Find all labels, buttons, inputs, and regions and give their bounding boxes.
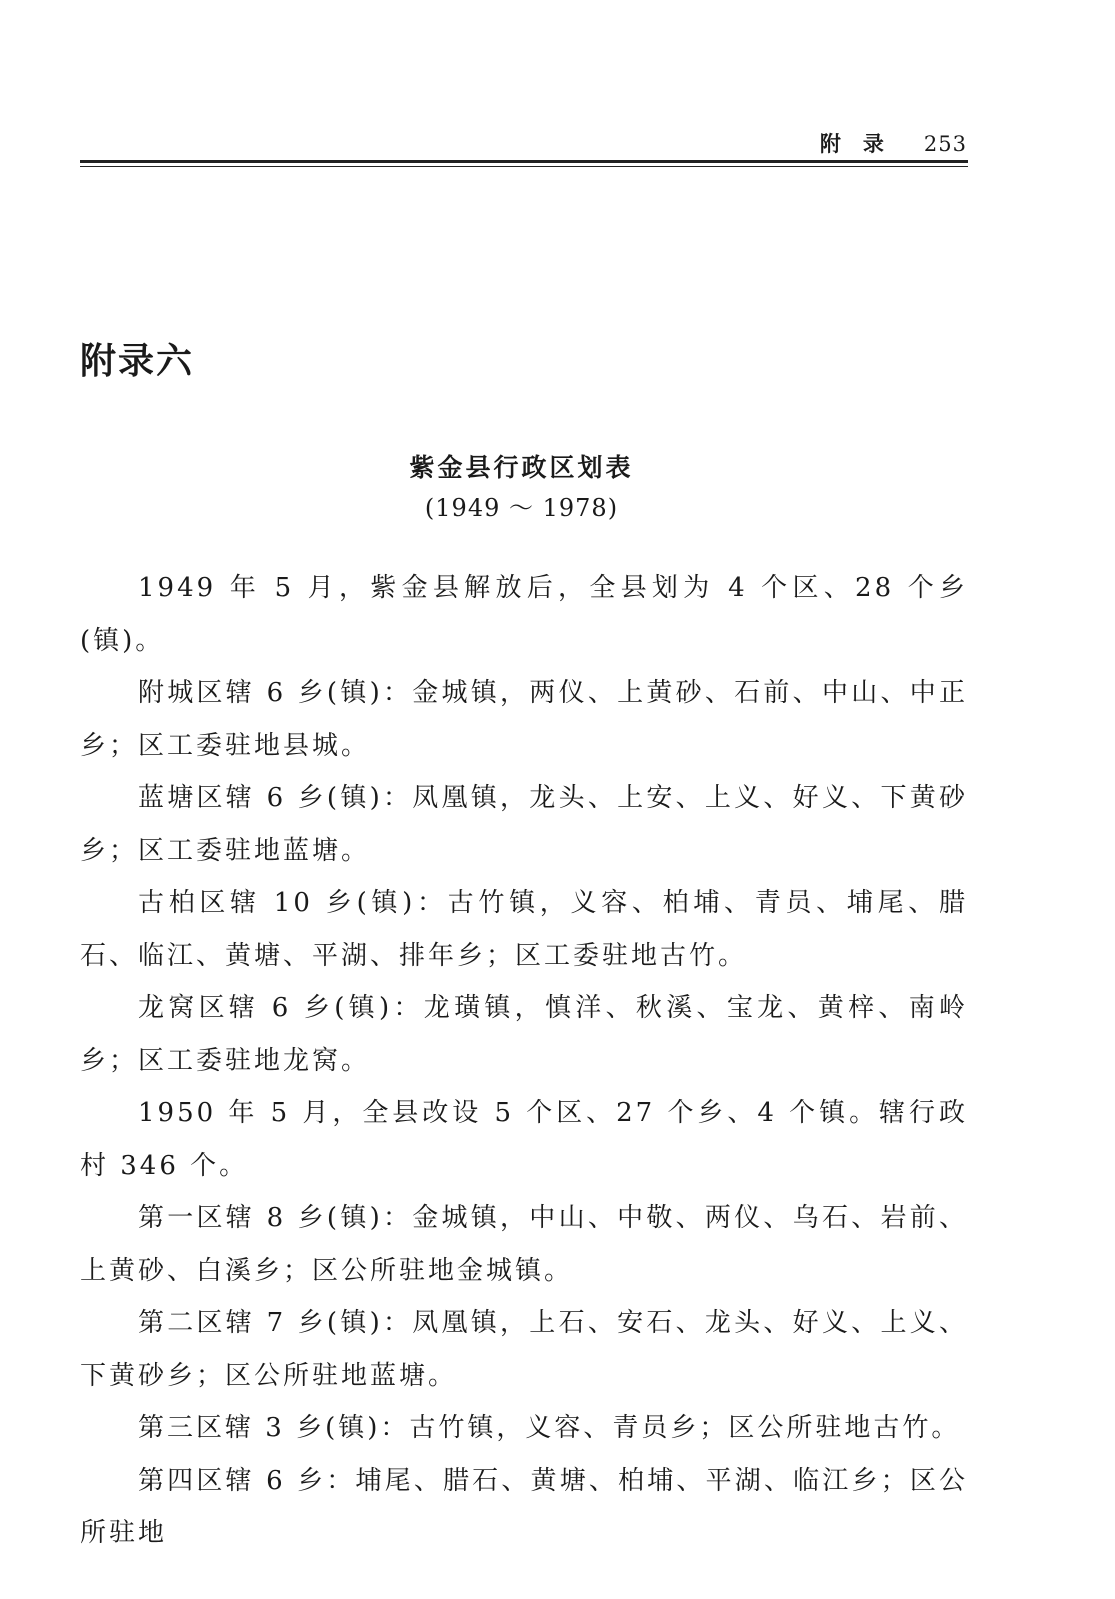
paragraph: 龙窝区辖 6 乡(镇)：龙璜镇，慎洋、秋溪、宝龙、黄梓、南岭乡；区工委驻地龙窝。 (80, 993, 968, 1076)
paragraph: 第四区辖 6 乡：埔尾、腊石、黄塘、柏埔、平湖、临江乡；区公所驻地 (80, 1465, 968, 1548)
header-rule-thin (80, 166, 968, 167)
running-head-section: 附录 (819, 132, 906, 156)
appendix-title: 附录六 (80, 341, 195, 382)
paragraph: 第一区辖 8 乡(镇)：金城镇，中山、中敬、两仪、乌石、岩前、上黄砂、白溪乡；区公所驻地金城镇。 (80, 1203, 968, 1286)
paragraph: 古柏区辖 10 乡(镇)：古竹镇，义容、柏埔、青员、埔尾、腊石、临江、黄塘、平湖、排年乡；区工委驻地古竹。 (80, 888, 968, 971)
running-head (820, 128, 967, 158)
paragraph: 第三区辖 3 乡(镇)：古竹镇，义容、青员乡；区公所驻地古竹。 (138, 1413, 961, 1443)
paragraph: 第二区辖 7 乡(镇)：凤凰镇，上石、安石、龙头、好义、上义、下黄砂乡；区公所驻地蓝塘。 (80, 1308, 968, 1391)
paragraph: 1949 年 5 月，紫金县解放后，全县划为 4 个区、28 个乡(镇)。 (80, 573, 968, 656)
table-subtitle: (1949 ～ 1978) (424, 494, 619, 522)
paragraph: 1950 年 5 月，全县改设 5 个区、27 个乡、4 个镇。辖行政村 346 个。 (80, 1098, 968, 1181)
paragraph: 附城区辖 6 乡(镇)：金城镇，两仪、上黄砂、石前、中山、中正乡；区工委驻地县城。 (80, 678, 968, 761)
body-text (80, 562, 968, 1560)
header-rule-thick (80, 160, 968, 163)
paragraph: 蓝塘区辖 6 乡(镇)：凤凰镇，龙头、上安、上义、好义、下黄砂乡；区工委驻地蓝塘。 (80, 783, 968, 866)
table-title: 紫金县行政区划表 (409, 453, 634, 482)
page-number: 253 (923, 132, 967, 156)
